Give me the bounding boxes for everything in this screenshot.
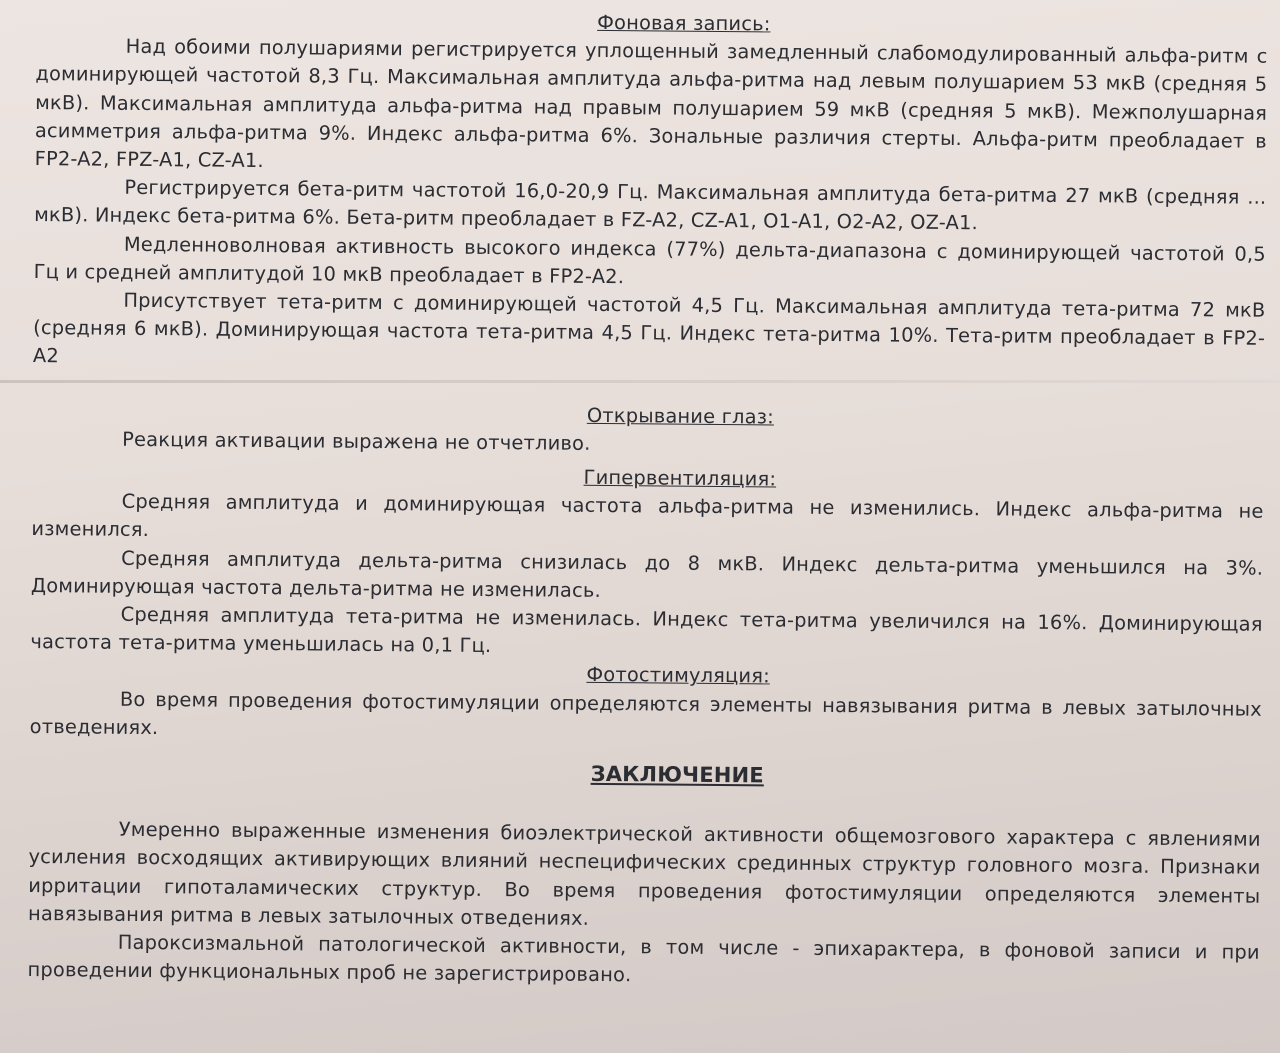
- paragraph-activation-reaction: Реакция активации выражена не отчетливо.: [122, 427, 591, 455]
- paragraph-alpha-rhythm: Над обоими полушариями регистрируется уплощенный замедленный слабомодулированный альфа-ритм с доминирующей частотой 8,3 Гц. Максимальная амплитуда альфа-ритма над левым полушарием 53 мкВ (средняя 5 мкВ). Максимальная амплитуда альфа-ритма над правым полушарием 59 мкВ (средняя 5 мкВ). Межполушарная асимметрия альфа-ритма 9%. Индекс альфа-ритма 6%. Зональные различия стерты. Альфа-ритм преобладает в FP2-A2, FPZ-A1, CZ-A1.: [34, 34, 1268, 173]
- paragraph-conclusion-paroxysmal: Пароксизмальной патологической активности, в том числе - эпихарактера, в фоновой записи и при проведении функциональных проб не зарегистрировано.: [27, 930, 1260, 987]
- section-heading-photostimulation: Фотостимуляция:: [586, 663, 770, 688]
- paragraph-slow-wave-activity: Медленноволновая активность высокого индекса (77%) дельта-диапазона с доминирующей частотой 0,5 Гц и средней амплитудой 10 мкВ преобладает в FP2-A2.: [33, 232, 1266, 288]
- paragraph-beta-rhythm: Регистрируется бета-ритм частотой 16,0-20,9 Гц. Максимальная амплитуда бета-ритма 27 мкВ (средняя ... мкВ). Индекс бета-ритма 6%. Бета-ритм преобладает в FZ-A2, CZ-A1, O1-A1, O2-A2, OZ-A1.: [34, 175, 1267, 235]
- section-heading-hyperventilation: Гипервентиляция:: [583, 465, 777, 491]
- section-heading-background: Фоновая запись:: [597, 10, 771, 36]
- paragraph-conclusion-findings: Умеренно выраженные изменения биоэлектрической активности общемозгового характера с явлениями усиления восходящих активирующих влияний неспецифических срединных структур головного мозга. Признаки ирритации гипоталамических структур. Во время проведения фотостимуляции определяются элементы навязывания ритма в левых затылочных отведениях.: [27, 818, 1261, 930]
- section-heading-eyes-opening: Открывание глаз:: [586, 403, 775, 429]
- paragraph-hv-delta: Средняя амплитуда дельта-ритма снизилась до 8 мкВ. Индекс дельта-ритма уменьшился на 3%. Доминирующая частота дельта-ритма не изменилась.: [30, 546, 1264, 602]
- paragraph-theta-rhythm: Присутствует тета-ритм с доминирующей частотой 4,5 Гц. Максимальная амплитуда тета-ритма 72 мкВ (средняя 6 мкВ). Доминирующая частота тета-ритма 4,5 Гц. Индекс тета-ритма 10%. Тета-ритм преобладает в FP2-A2: [32, 288, 1266, 368]
- conclusion-heading: ЗАКЛЮЧЕНИЕ: [590, 761, 765, 788]
- paragraph-photostimulation: Во время проведения фотостимуляции определяются элементы навязывания ритма в левых затылочных отведениях.: [29, 687, 1262, 739]
- paragraph-hv-alpha: Средняя амплитуда и доминирующая частота альфа-ритма не изменились. Индекс альфа-ритма не изменился.: [31, 490, 1264, 542]
- report-body: [27, 4, 1268, 995]
- paragraph-hv-theta: Средняя амплитуда тета-ритма не изменилась. Индекс тета-ритма увеличился на 16%. Доминирующая частота тета-ритма уменьшилась на 0,1 Гц.: [30, 602, 1263, 658]
